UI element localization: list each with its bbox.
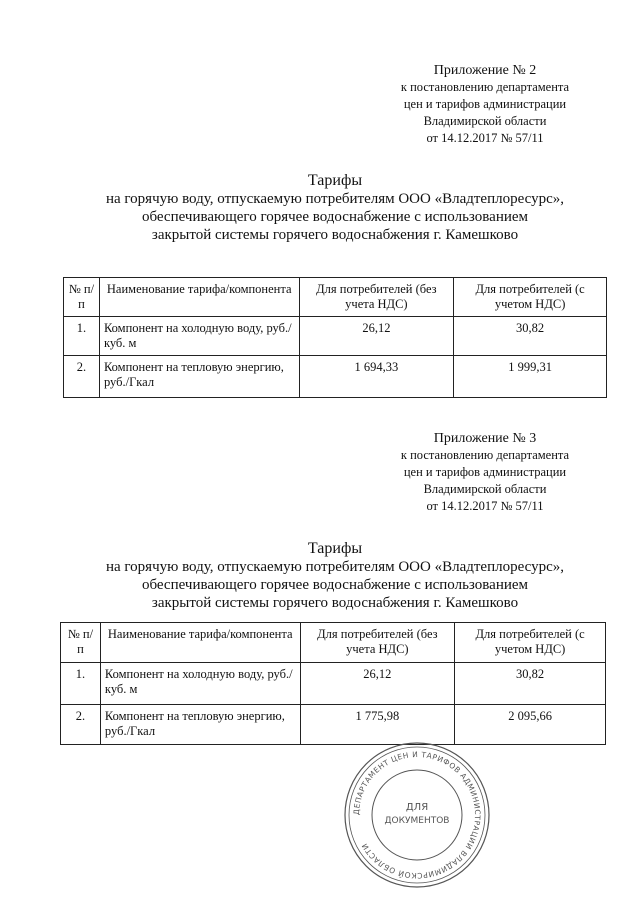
- stamp-ring-textpath: ДЕПАРТАМЕНТ ЦЕН И ТАРИФОВ АДМИНИСТРАЦИИ ВЛАДИМИРСКОЙ ОБЛАСТИ: [351, 749, 483, 881]
- tariff-table-2: [63, 277, 607, 398]
- title-line: обеспечивающего горячее водоснабжение с использованием: [141, 577, 529, 593]
- row-value-no-vat: 1 775,98: [300, 705, 455, 745]
- stamp-ring-text: [352, 750, 482, 880]
- annex-heading: Приложение № 2: [433, 63, 537, 78]
- stamp-inner-ring: [372, 770, 462, 860]
- header-cell: № п/п: [61, 623, 101, 663]
- annex-date: от 14.12.2017 № 57/11: [426, 131, 544, 145]
- title-line: обеспечивающего горячее водоснабжение с использованием: [141, 209, 529, 225]
- title-line: на горячую воду, отпускаемую потребителям ООО «Владтеплоресурс»,: [105, 191, 565, 207]
- stamp-center-line1: ДЛЯ: [405, 802, 429, 813]
- table-row: [64, 317, 607, 356]
- tariff-title-3: [60, 540, 610, 612]
- annex-line: Владимирской области: [423, 114, 547, 128]
- stamp-center-line2: ДОКУМЕНТОВ: [384, 816, 450, 826]
- table-row: [61, 705, 606, 745]
- stamp-middle-ring: [349, 747, 485, 883]
- row-component: Компонент на холодную воду, руб./куб. м: [100, 663, 300, 705]
- annex-line: к постановлению департамента: [400, 80, 570, 94]
- title-line: закрытой системы горячего водоснабжения г. Камешково: [151, 227, 519, 243]
- header-cell: Для потребителей (без учета НДС): [299, 278, 454, 317]
- header-cell: № п/п: [64, 278, 100, 317]
- annex-line: цен и тарифов администрации: [403, 465, 567, 479]
- header-cell: Для потребителей (без учета НДС): [300, 623, 455, 663]
- annex-heading: Приложение № 3: [433, 431, 537, 446]
- annex-line: цен и тарифов администрации: [403, 97, 567, 111]
- row-number: 1.: [61, 663, 101, 705]
- stamp-outer-ring: [345, 743, 489, 887]
- row-value-no-vat: 26,12: [299, 317, 454, 356]
- title-heading: Тарифы: [307, 540, 363, 557]
- annex-line: Владимирской области: [423, 482, 547, 496]
- table-header-row: [64, 278, 607, 317]
- table-row: [64, 356, 607, 398]
- row-number: 2.: [64, 356, 100, 398]
- annex-line: к постановлению департамента: [400, 448, 570, 462]
- header-cell: Для потребителей (с учетом НДС): [455, 623, 606, 663]
- annex-header-2: [385, 62, 585, 147]
- row-value-vat: 30,82: [454, 317, 607, 356]
- row-value-vat: 30,82: [455, 663, 606, 705]
- tariff-table-3: [60, 622, 606, 745]
- header-cell: Для потребителей (с учетом НДС): [454, 278, 607, 317]
- title-heading: Тарифы: [307, 172, 363, 189]
- row-number: 2.: [61, 705, 101, 745]
- table-header-row: [61, 623, 606, 663]
- row-value-no-vat: 26,12: [300, 663, 455, 705]
- row-value-no-vat: 1 694,33: [299, 356, 454, 398]
- table-row: [61, 663, 606, 705]
- row-value-vat: 2 095,66: [455, 705, 606, 745]
- annex-header-3: [385, 430, 585, 515]
- row-value-vat: 1 999,31: [454, 356, 607, 398]
- header-cell: Наименование тарифа/компонента: [99, 278, 299, 317]
- header-cell: Наименование тарифа/компонента: [100, 623, 300, 663]
- annex-date: от 14.12.2017 № 57/11: [426, 499, 544, 513]
- title-line: на горячую воду, отпускаемую потребителям ООО «Владтеплоресурс»,: [105, 559, 565, 575]
- row-component: Компонент на тепловую энергию, руб./Гкал: [100, 705, 300, 745]
- row-component: Компонент на тепловую энергию, руб./Гкал: [99, 356, 299, 398]
- official-stamp: [342, 740, 492, 890]
- tariff-title-2: [60, 172, 610, 244]
- row-component: Компонент на холодную воду, руб./куб. м: [99, 317, 299, 356]
- row-number: 1.: [64, 317, 100, 356]
- title-line: закрытой системы горячего водоснабжения г. Камешково: [151, 595, 519, 611]
